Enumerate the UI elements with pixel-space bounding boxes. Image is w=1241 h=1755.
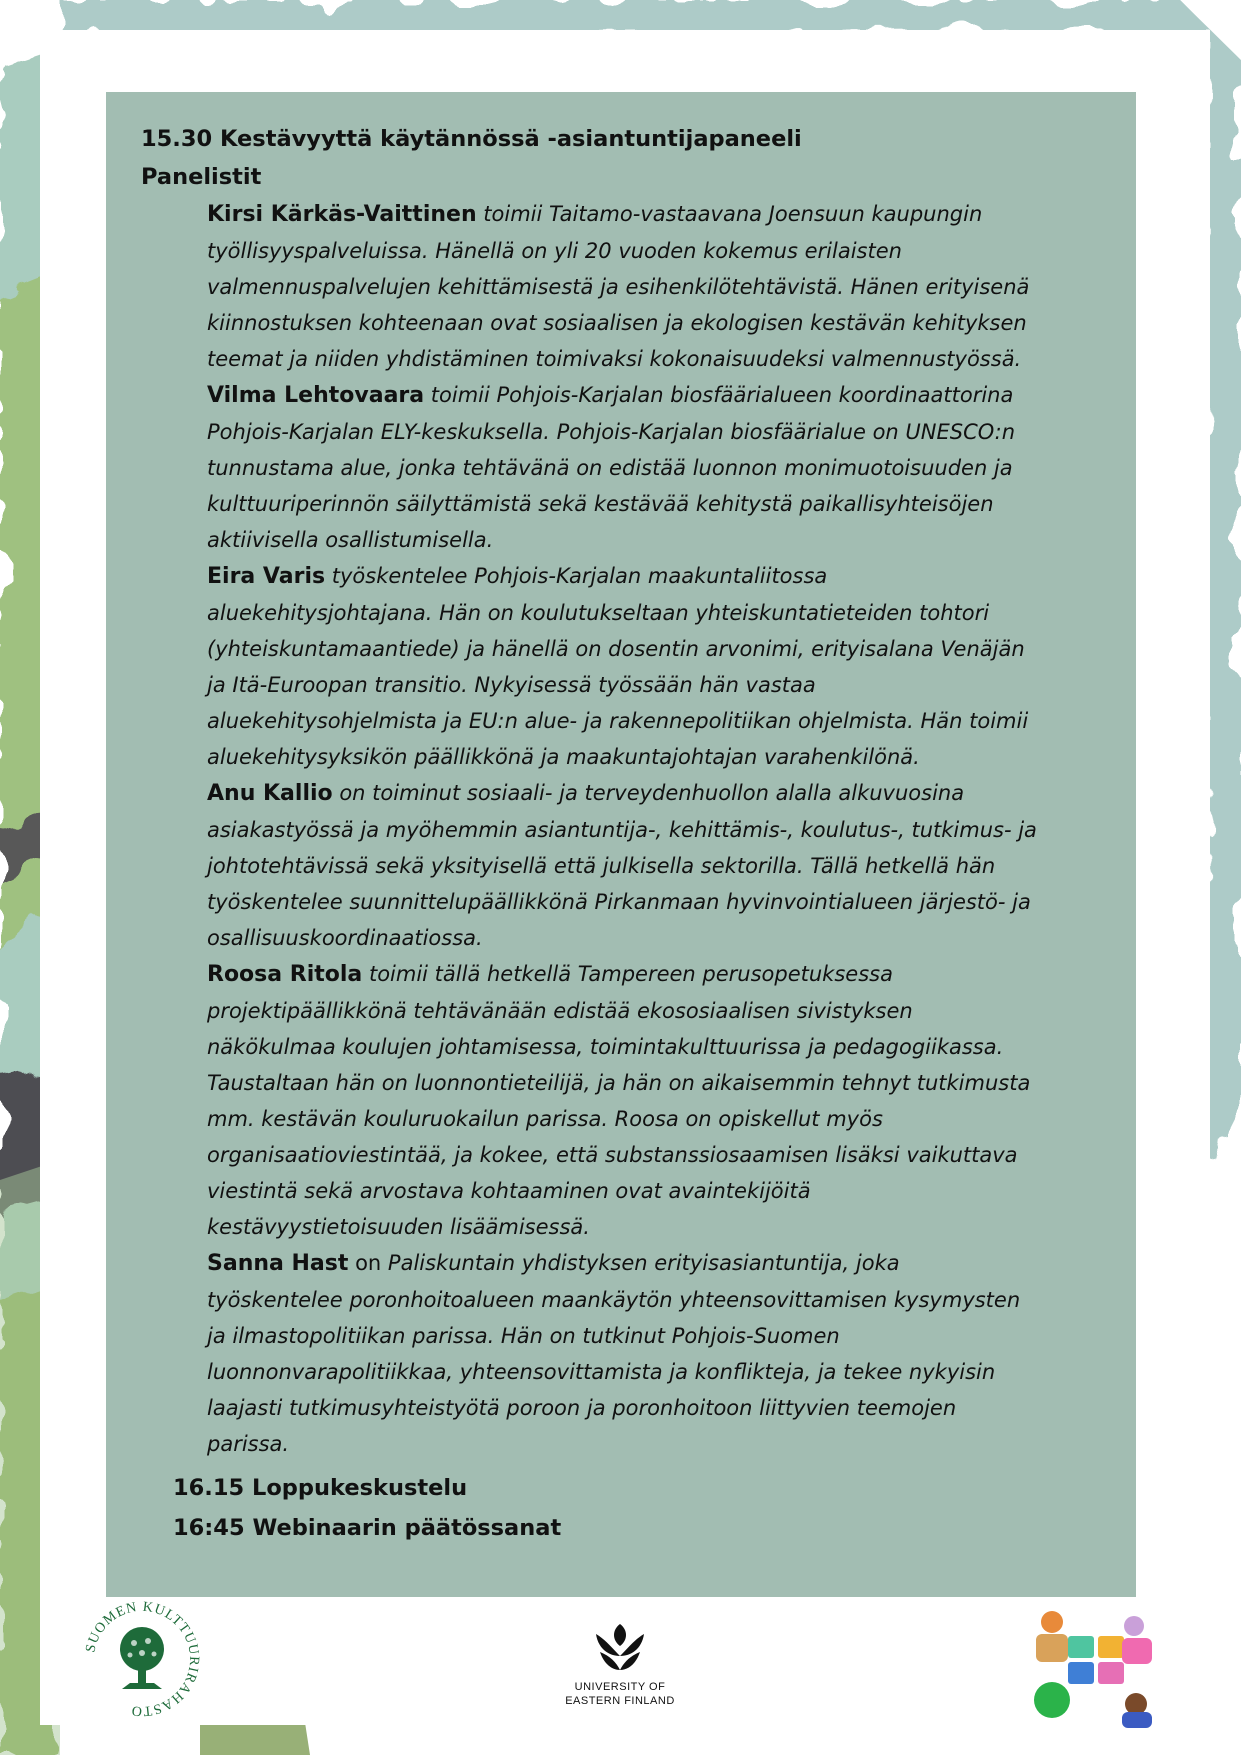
panelist-name: Vilma Lehtovaara [207, 383, 425, 408]
panelist-connector: on [348, 1251, 388, 1275]
closing-discussion: 16.15 Loppukeskustelu [173, 1475, 468, 1501]
panelist-description: toimii tällä hetkellä Tampereen perusopetuksessa projektipäällikkönä tehtävänään edistää ekososiaalisen sivistyksen näkökulmaa koulujen johtamisessa, toimintakulttuurissa ja pedagogiikassa. Taustaltaan hän on luonnontieteilijä, ja hän on aikaisemmin tehnyt tutkimusta mm. kestävän kouluruokailun parissa. Roosa on opiskellut myös organisaatioviestintää, ja kokee, että substanssiosaamisen lisäksi vaikuttava viestintä sekä arvostava kohtaaminen ovat avaintekijöitä kestävyystietoisuuden lisäämisessä. [207, 962, 1031, 1239]
panelist-list [141, 196, 1106, 1462]
panelist-name: Anu Kallio [207, 781, 333, 806]
panelist-entry [207, 1245, 1037, 1462]
panelist-name: Eira Varis [207, 564, 326, 589]
panelist-entry [207, 956, 1037, 1245]
panelist-entry [207, 775, 1037, 956]
panelist-name: Sanna Hast [207, 1251, 349, 1276]
panelist-description: työskentelee Pohjois-Karjalan maakuntaliitossa aluekehitysjohtajana. Hän on koulutukseltaan yhteiskuntatieteiden tohtori (yhteiskuntamaantiede) ja hänellä on dosentin arvonimi, erityisalana Venäjän ja Itä-Euroopan transitio. Nykyisessä työssään hän vastaa aluekehitysohjelmista ja EU:n alue- ja rakennepolitiikan ohjelmista. Hän toimii aluekehitysyksikön päällikkönä ja maakuntajohtajan varahenkilönä. [207, 564, 1029, 769]
panelist-description: toimii Pohjois-Karjalan biosfäärialueen koordinaattorina Pohjois-Karjalan ELY-keskuksella. Pohjois-Karjalan biosfäärialue on UNESCO:n tunnustama alue, jonka tehtävänä on edistää luonnon monimuotoisuuden ja kulttuuriperinnön säilyttämistä sekä kestävää kehitystä paikallisyhteisöjen aktiivisella osallistumisella. [207, 383, 1016, 552]
panelist-entry [207, 377, 1037, 558]
panelists-heading: Panelistit [141, 164, 262, 190]
suomen-kulttuurirahasto-logo [80, 1597, 204, 1721]
panelist-description: Paliskuntain yhdistyksen erityisasiantuntija, joka työskentelee poronhoitoalueen maankäytön yhteensovittamisen kysymysten ja ilmastopolitiikan parissa. Hän on tutkinut Pohjois-Suomen luonnonvarapolitiikkaa, yhteensovittamista ja konflikteja, ja tekee nykyisin laajasti tutkimusyhteistyötä poroon ja poronhoitoon liittyvien teemojen parissa. [207, 1251, 1021, 1456]
panelist-entry [207, 196, 1037, 377]
uef-line-1: UNIVERSITY OF [574, 1681, 666, 1693]
panelist-description: on toiminut sosiaali- ja terveydenhuollon alalla alkuvuosina asiakastyössä ja myöhemmin asiantuntija-, kehittämis-, koulutus-, tutkimus- ja johtotehtävissä sekä yksityisellä että julkisella sektorilla. Tällä hetkellä hän työskentelee suunnittelupäällikkönä Pirkanmaan hyvinvointialueen järjestö- ja osallisuuskoordinaatiossa. [207, 781, 1037, 950]
panelist-name: Kirsi Kärkäs-Vaittinen [207, 202, 477, 227]
panelist-description: toimii Taitamo-vastaavana Joensuun kaupungin työllisyyspalveluissa. Hänellä on yli 20 vuoden kokemus erilaisten valmennuspalvelujen kehittämisestä ja esihenkilötehtävistä. Hänen erityisenä kiinnostuksen kohteenaan ovat sosiaalisen ja ekologisen kestävän kehityksen teemat ja niiden yhdistäminen toimivaksi kokonaisuudeksi valmennustyössä. [207, 202, 1030, 371]
closing-items [141, 1468, 1106, 1548]
panelist-name: Roosa Ritola [207, 962, 363, 987]
logo-ring-text: SUOMEN KULTTUURIRAHASTO [83, 1599, 202, 1719]
closing-words: 16:45 Webinaarin päätössanat [173, 1515, 562, 1541]
uef-logo [545, 1620, 695, 1720]
program-panel [106, 92, 1136, 1597]
panelist-entry [207, 558, 1037, 775]
panel-title: 15.30 Kestävyyttä käytännössä -asiantuntijapaneeli [141, 126, 802, 152]
puzzle-people-logo [1030, 1600, 1160, 1730]
uef-emblem-icon [590, 1620, 650, 1676]
uef-line-2: EASTERN FINLAND [565, 1695, 675, 1707]
